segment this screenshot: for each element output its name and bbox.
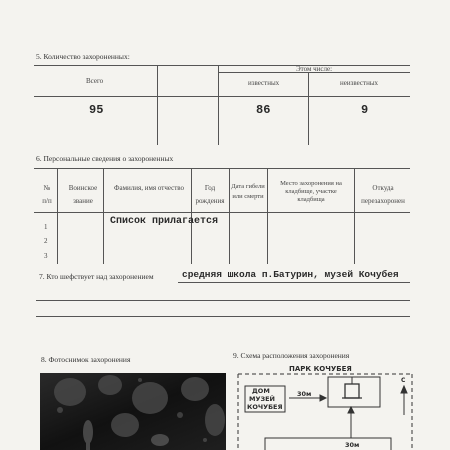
column-reburied-from: Откуда перезахоронен [361, 184, 405, 205]
value-unknown: 9 [361, 103, 369, 117]
header-among: Этом числе: [296, 65, 333, 73]
value-known: 86 [256, 103, 271, 117]
column-rank: Воинское звание [68, 184, 98, 205]
header-total: Всего [86, 77, 104, 85]
column-full-name: Фамилия, имя отчество [113, 184, 185, 192]
column-burial-place: Место захоронения на кладбище, участке кладбища [280, 180, 342, 203]
section-5-title: 5. Количество захороненных: [36, 52, 130, 61]
header-unknown: неизвестных [340, 79, 379, 87]
house-label-line-1: ДОМ [252, 387, 270, 395]
distance-label-horizontal: 30м [297, 390, 312, 398]
section-7-title: 7. Кто шефствует над захоронением [39, 272, 154, 281]
north-label: С [401, 377, 406, 384]
list-attached-note: Список прилагается [110, 216, 219, 227]
park-label: ПАРК КОЧУБЕЯ [289, 365, 352, 373]
section-6-title: 6. Персональные сведения о захороненных [36, 154, 174, 163]
section-8-title: 8. Фотоснимок захоронения [41, 355, 131, 364]
header-known: известных [248, 79, 280, 87]
section-9-title: 9. Схема расположения захоронения [233, 351, 350, 360]
patron-value: средняя школа п.Батурин, музей Кочубея [182, 269, 399, 280]
column-number: № п/п [42, 184, 52, 205]
house-label-line-2: МУЗЕЙ [249, 395, 275, 403]
row-number-3: 3 [44, 252, 48, 260]
row-number-2: 2 [44, 237, 48, 245]
distance-label-vertical: 30м [345, 441, 360, 449]
house-label-line-3: КОЧУБЕЯ [247, 403, 283, 411]
column-birth-year: Год рождения [195, 184, 225, 205]
column-death-date: Дата гибели или смерти [231, 183, 265, 200]
row-number-1: 1 [44, 223, 48, 231]
value-total: 95 [89, 103, 104, 117]
